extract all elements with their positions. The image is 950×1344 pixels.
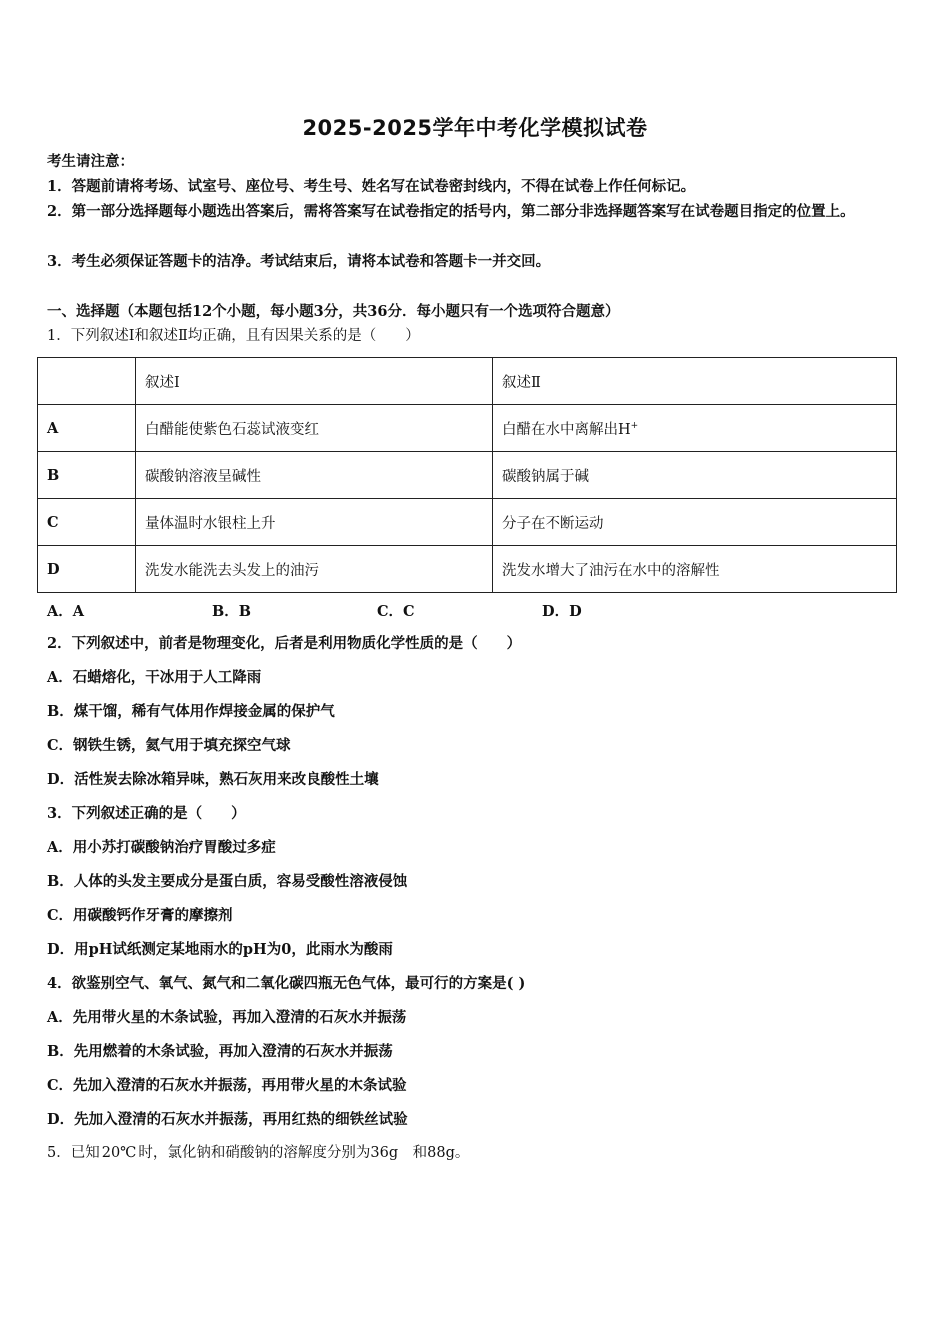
temperature-value: 20℃: [101, 1145, 137, 1161]
statement-one: 量体温时水银柱上升: [136, 499, 493, 546]
option: A．先用带火星的木条试验，再加入澄清的石灰水并振荡: [47, 1009, 407, 1026]
option: A．石蜡熔化，干冰用于人工降雨: [47, 669, 262, 686]
table-header-cell: [38, 358, 136, 405]
superscript-charge: +: [630, 420, 639, 431]
page-title: 2025-2025学年中考化学模拟试卷: [302, 116, 648, 140]
option: D．先加入澄清的石灰水并振荡，再用红热的细铁丝试验: [47, 1111, 408, 1128]
question-stem: 3．下列叙述正确的是（ ）: [47, 805, 246, 822]
q1-table: [37, 357, 897, 593]
question-stem: 4．欲鉴别空气、氧气、氮气和二氧化碳四瓶无色气体，最可行的方案是( ): [47, 975, 526, 992]
question-stem: 1．下列叙述Ⅰ和叙述Ⅱ均正确，且有因果关系的是（ ）: [47, 328, 420, 344]
table-row: [38, 452, 897, 499]
option: D．D: [542, 603, 582, 620]
table-header-cell: 叙述Ⅱ: [493, 358, 897, 405]
option: C．先加入澄清的石灰水并振荡，再用带火星的木条试验: [47, 1077, 407, 1094]
row-label: D: [38, 546, 136, 593]
statement-two: 碳酸钠属于碱: [493, 452, 897, 499]
statement-two-text: 白醋在水中离解出H: [502, 421, 631, 438]
table-row: [38, 546, 897, 593]
option: B．先用燃着的木条试验，再加入澄清的石灰水并振荡: [47, 1043, 393, 1060]
statement-two: [493, 405, 897, 452]
option: A．A: [47, 603, 85, 620]
q5-stem-start: 5．已知: [47, 1145, 100, 1161]
option: C．C: [377, 603, 415, 620]
notice-heading: 考生请注意：: [47, 153, 134, 170]
section-heading: 一、选择题（本题包括12个小题，每小题3分，共36分．每小题只有一个选项符合题意）: [47, 303, 620, 320]
option: B．B: [212, 603, 252, 620]
option: D．活性炭去除冰箱异味，熟石灰用来改良酸性土壤: [47, 771, 379, 788]
q1-options: [47, 600, 582, 621]
statement-one: 洗发水能洗去头发上的油污: [136, 546, 493, 593]
table-row: [38, 405, 897, 452]
option: B．人体的头发主要成分是蛋白质，容易受酸性溶液侵蚀: [47, 873, 408, 890]
option: B．煤干馏，稀有气体用作焊接金属的保护气: [47, 703, 335, 720]
row-label: C: [38, 499, 136, 546]
option: C．用碳酸钙作牙膏的摩擦剂: [47, 907, 233, 924]
statement-one: 白醋能使紫色石蕊试液变红: [136, 405, 493, 452]
table-header-cell: 叙述Ⅰ: [136, 358, 493, 405]
statement-two: 分子在不断运动: [493, 499, 897, 546]
option: C．钢铁生锈，氦气用于填充探空气球: [47, 737, 291, 754]
option: D．用pH试纸测定某地雨水的pH为0，此雨水为酸雨: [47, 941, 393, 958]
question-stem: [47, 1143, 469, 1163]
question-stem: 2．下列叙述中，前者是物理变化，后者是利用物质化学性质的是（ ）: [47, 635, 522, 652]
q5-stem-end: 时，氯化钠和硝酸钠的溶解度分别为36g 和88g。: [138, 1145, 470, 1161]
notice-item: 2．第一部分选择题每小题选出答案后，需将答案写在试卷指定的括号内，第二部分非选择题答案写在试卷题目指定的位置上。: [47, 203, 855, 220]
table-row: [38, 499, 897, 546]
notice-item: 1．答题前请将考场、试室号、座位号、考生号、姓名写在试卷密封线内，不得在试卷上作任何标记。: [47, 178, 696, 195]
notice-item: 3．考生必须保证答题卡的洁净。考试结束后，请将本试卷和答题卡一并交回。: [47, 253, 551, 270]
statement-one: 碳酸钠溶液呈碱性: [136, 452, 493, 499]
row-label: B: [38, 452, 136, 499]
statement-two: 洗发水增大了油污在水中的溶解性: [493, 546, 897, 593]
table-header-row: [38, 358, 897, 405]
row-label: A: [38, 405, 136, 452]
option: A．用小苏打碳酸钠治疗胃酸过多症: [47, 839, 276, 856]
